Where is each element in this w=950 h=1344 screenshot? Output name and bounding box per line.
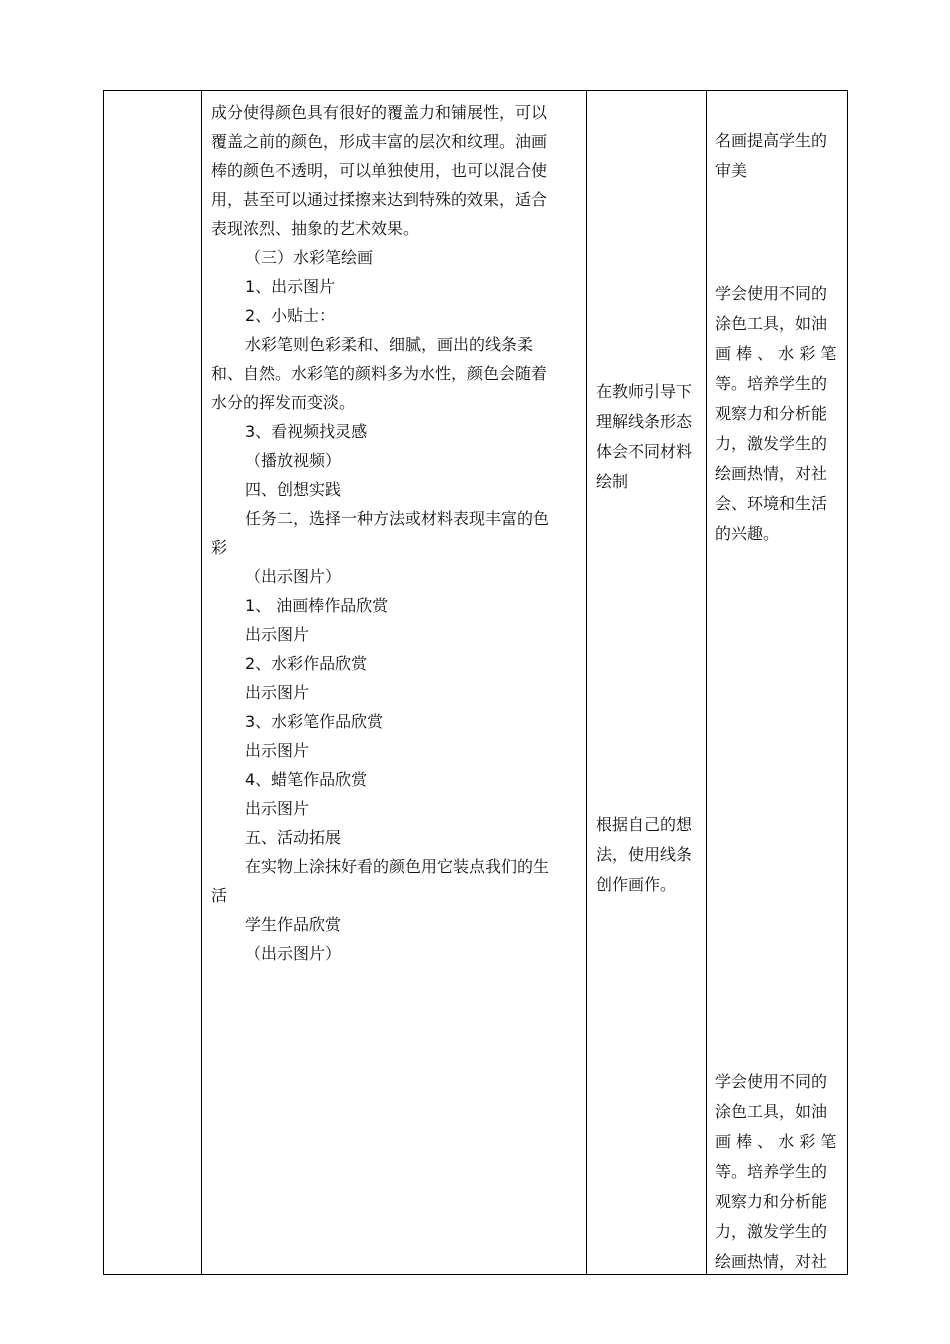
content-line: 出示图片 — [245, 741, 310, 760]
content-line: 棒的颜色不透明，可以单独使用，也可以混合使 — [211, 161, 548, 180]
content-line: 覆盖之前的颜色，形成丰富的层次和纹理。油画 — [211, 132, 548, 151]
content-line: 学生作品欣赏 — [245, 915, 342, 934]
content-line: （三）水彩笔绘画 — [245, 248, 374, 267]
cell-text-line: 根据自己的想 — [596, 815, 693, 834]
content-line: 水分的挥发而变淡。 — [211, 393, 356, 412]
teaching-content-column — [202, 91, 586, 1274]
content-line: 表现浓烈、抽象的艺术效果。 — [211, 219, 420, 238]
content-line: 活 — [211, 886, 228, 905]
content-line: 4、蜡笔作品欣赏 — [245, 770, 368, 789]
design-intent-column — [707, 91, 848, 1274]
content-line: （出示图片） — [245, 944, 342, 963]
content-line: 水彩笔则色彩柔和、细腻，画出的线条柔 — [245, 335, 534, 354]
cell-text-line: 力，激发学生的 — [715, 1222, 828, 1241]
student-activity-column — [587, 91, 706, 1274]
cell-text-line: 等。培养学生的 — [715, 374, 828, 393]
content-line: 用，甚至可以通过揉擦来达到特殊的效果，适合 — [211, 190, 548, 209]
cell-text-line: 审美 — [715, 161, 748, 180]
cell-text-line: 的兴趣。 — [715, 524, 780, 543]
content-line: 任务二，选择一种方法或材料表现丰富的色 — [245, 509, 550, 528]
content-line: 出示图片 — [245, 625, 310, 644]
cell-text-line: 画 棒 、 水 彩 笔 — [715, 1132, 837, 1151]
cell-text-line: 名画提高学生的 — [715, 131, 828, 150]
content-line: 2、小贴士： — [245, 306, 336, 325]
content-line: 五、活动拓展 — [245, 828, 342, 847]
content-line: 1、 油画棒作品欣赏 — [245, 596, 389, 615]
content-line: 在实物上涂抹好看的颜色用它装点我们的生 — [245, 857, 550, 876]
content-line: 2、水彩作品欣赏 — [245, 654, 368, 673]
cell-text-line: 绘画热情，对社 — [715, 1252, 828, 1271]
cell-text-line: 等。培养学生的 — [715, 1162, 828, 1181]
cell-text-line: 学会使用不同的 — [715, 1072, 828, 1091]
cell-text-line: 体会不同材料 — [596, 442, 693, 461]
content-line: （出示图片） — [245, 567, 342, 586]
cell-text-line: 观察力和分析能 — [715, 404, 828, 423]
empty-first-column — [104, 91, 201, 1274]
cell-text-line: 在教师引导下 — [596, 382, 693, 401]
cell-text-line: 绘画热情，对社 — [715, 464, 828, 483]
cell-text-line: 理解线条形态 — [596, 412, 693, 431]
content-line: 四、创想实践 — [245, 480, 342, 499]
content-line: 彩 — [211, 538, 228, 557]
content-line: 成分使得颜色具有很好的覆盖力和铺展性，可以 — [211, 103, 548, 122]
content-line: 出示图片 — [245, 683, 310, 702]
cell-text-line: 绘制 — [596, 472, 629, 491]
content-line: 3、看视频找灵感 — [245, 422, 368, 441]
cell-text-line: 创作画作。 — [596, 875, 677, 894]
cell-text-line: 会、环境和生活 — [715, 494, 828, 513]
cell-text-line: 画 棒 、 水 彩 笔 — [715, 344, 837, 363]
content-line: 出示图片 — [245, 799, 310, 818]
cell-text-line: 法，使用线条 — [596, 845, 693, 864]
content-line: 1、出示图片 — [245, 277, 336, 296]
cell-text-line: 观察力和分析能 — [715, 1192, 828, 1211]
cell-text-line: 涂色工具，如油 — [715, 1102, 828, 1121]
content-line: （播放视频） — [245, 451, 342, 470]
content-line: 3、水彩笔作品欣赏 — [245, 712, 384, 731]
cell-text-line: 涂色工具，如油 — [715, 314, 828, 333]
cell-text-line: 力，激发学生的 — [715, 434, 828, 453]
cell-text-line: 学会使用不同的 — [715, 284, 828, 303]
content-line: 和、自然。水彩笔的颜料多为水性，颜色会随着 — [211, 364, 548, 383]
lesson-plan-table — [103, 90, 848, 1275]
